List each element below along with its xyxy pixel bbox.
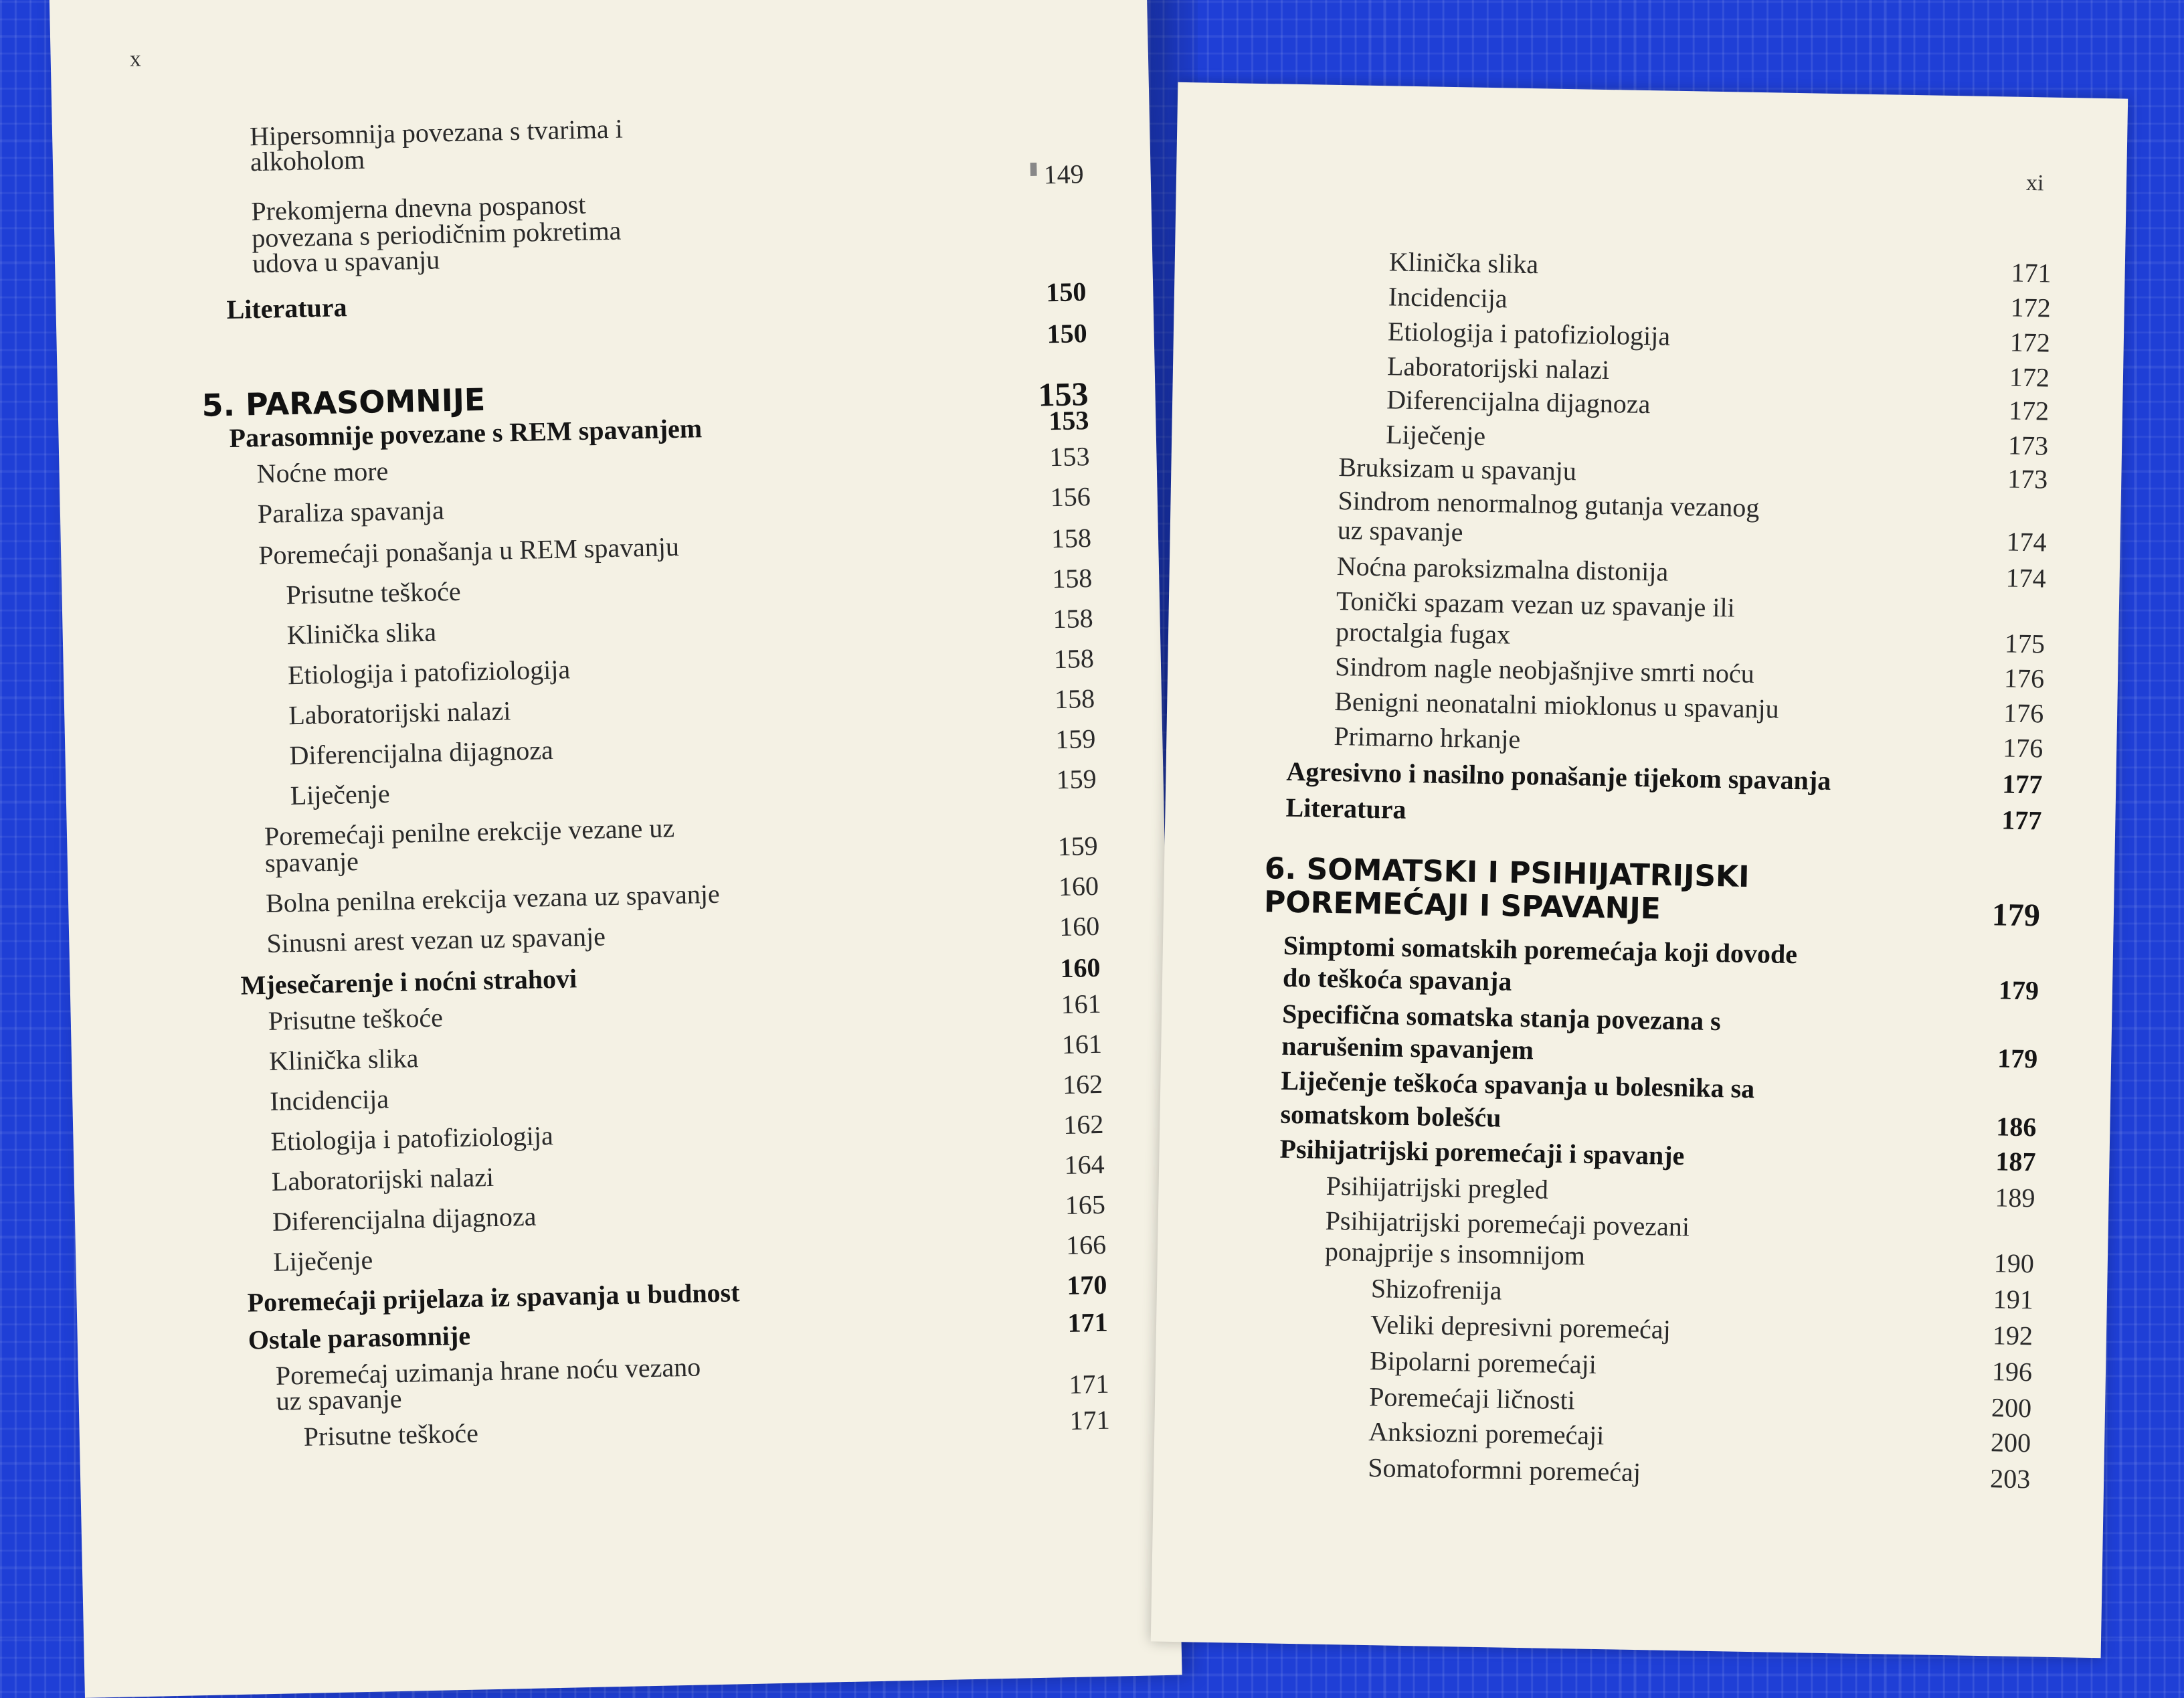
toc-entry-page: 150: [1046, 318, 1088, 349]
toc-entry-page: 203: [1989, 1463, 2031, 1495]
toc-entry-title: narušenim spavanjem: [1281, 1030, 1534, 1066]
toc-entry-title: Hipersomnija povezana s tvarima i: [249, 113, 624, 152]
toc-entry-title: Etiologija i patofiziologija: [1387, 316, 1671, 351]
toc-entry: [1367, 1452, 2031, 1495]
toc-entry: [1281, 1065, 2037, 1104]
toc-entry-page: 177: [2001, 768, 2043, 800]
toc-entry-page: 161: [1061, 1028, 1103, 1060]
page-number-left: x: [129, 46, 142, 72]
toc-entry-title: Veliki depresivni poremećaj: [1370, 1309, 1671, 1345]
toc-entry-title: spavanje: [264, 846, 359, 878]
toc-entry-title: Somatoformni poremećaj: [1367, 1452, 1641, 1488]
toc-entry-title: Liječenje: [1385, 419, 1486, 451]
toc-entry-title: Primarno hrkanje: [1334, 721, 1521, 754]
toc-entry-page: 160: [1058, 870, 1099, 902]
toc-entry-title: Anksiozni poremećaji: [1368, 1416, 1605, 1451]
toc-entry: [227, 318, 1088, 349]
toc-entry-page: 176: [2002, 732, 2043, 764]
toc-entry: [270, 1108, 1104, 1157]
toc-entry-page: 196: [1991, 1356, 2033, 1387]
toc-entry-title: Bruksizam u spavanju: [1338, 452, 1577, 487]
toc-entry-title: somatskom bolešću: [1280, 1098, 1502, 1133]
toc-entry-title: uz spavanje: [1337, 515, 1463, 547]
toc-entry-title: Prisutne teškoće: [286, 576, 462, 610]
toc-entry-title: Liječenje: [272, 1244, 373, 1277]
toc-entry-title: Laboratorijski nalazi: [1386, 351, 1610, 386]
toc-entry: [1386, 384, 2050, 426]
toc-entry: [1279, 1133, 2036, 1177]
toc-entry: [226, 276, 1087, 325]
toc-entry: [1281, 998, 2039, 1037]
toc-entry-page: 191: [1993, 1284, 2034, 1315]
toc-chapter-heading: [1264, 851, 2041, 894]
toc-entry-page: 171: [1069, 1368, 1109, 1399]
toc-entry: [1370, 1309, 2033, 1351]
toc-entry-page: 179: [1991, 897, 2041, 934]
toc-entry: [1285, 792, 2042, 836]
toc-entry-title: Parasomnije povezane s REM spavanjem: [229, 413, 703, 453]
toc-entry: [1368, 1381, 2032, 1424]
toc-entry-page: 200: [1991, 1392, 2032, 1424]
toc-entry-title: Ostale parasomnije: [248, 1320, 471, 1355]
toc-entry-title: Klinička slika: [286, 616, 437, 651]
toc-entry-title: Agresivno i nasilno ponašanje tijekom spavanja: [1286, 756, 1831, 796]
toc-entry: [303, 1404, 1111, 1452]
toc-entry-title: Klinička slika: [1388, 246, 1539, 280]
toc-entry-page: 162: [1062, 1068, 1103, 1100]
toc-entry-page: 149: [1043, 159, 1085, 190]
toc-entry-page: 174: [2006, 526, 2047, 558]
toc-entry-page: 165: [1065, 1189, 1106, 1221]
toc-entry: [1286, 756, 2043, 800]
toc-entry: [1385, 419, 2049, 461]
toc-entry-title: POREMEĆAJI I SPAVANJE: [1263, 885, 1661, 926]
toc-entry-page: 172: [2008, 395, 2050, 426]
toc-entry-title: Sindrom nenormalnog gutanja vezanog: [1338, 485, 1760, 523]
toc-entry: [265, 870, 1099, 918]
toc-entry-title: Diferencijalna dijagnoza: [1386, 384, 1651, 420]
toc-entry: [1369, 1345, 2033, 1387]
right-page: [1151, 82, 2128, 1658]
toc-entry-title: uz spavanje: [276, 1383, 402, 1416]
toc-entry: [1336, 586, 2045, 623]
toc-entry-page: 173: [2007, 463, 2048, 495]
toc-entry-title: Noćna paroksizmalna distonija: [1336, 551, 1669, 587]
toc-entry-title: Literatura: [226, 292, 347, 325]
toc-entry-page: 171: [1069, 1404, 1111, 1436]
toc-entry: [1338, 485, 2047, 523]
toc-entry-page: 159: [1055, 723, 1096, 755]
toc-entry-page: 159: [1056, 763, 1097, 795]
toc-entry: [1325, 1205, 2035, 1242]
toc-entry-title: proctalgia fugax: [1335, 616, 1511, 650]
margin-mark: ▮: [1028, 158, 1039, 178]
toc-entry-title: Poremećaji ponašanja u REM spavanju: [258, 531, 680, 571]
toc-entry: [1388, 281, 2052, 323]
toc-entry-page: 159: [1057, 830, 1099, 862]
toc-entry-title: Diferencijalna dijagnoza: [289, 734, 554, 771]
toc-entry-page: 200: [1990, 1427, 2031, 1458]
toc-entry-page: 160: [1060, 952, 1101, 984]
toc-entry: [1370, 1273, 2034, 1315]
toc-entry: [1283, 930, 2039, 970]
toc-entry-title: alkoholom: [250, 144, 365, 177]
toc-entry-title: 6. SOMATSKI I PSIHIJATRIJSKI: [1264, 851, 1750, 894]
toc-entry-page: 166: [1065, 1229, 1107, 1261]
toc-entry-page: 171: [2011, 257, 2052, 288]
toc-entry-page: 158: [1053, 602, 1093, 634]
toc-entry-page: 170: [1066, 1269, 1107, 1301]
toc-entry-page: 175: [2004, 628, 2045, 659]
toc-entry-page: 186: [1996, 1111, 2037, 1142]
toc-entry-page: 172: [2010, 292, 2052, 323]
toc-entry-title: Etiologija i patofiziologija: [287, 654, 571, 691]
left-page: [49, 0, 1182, 1698]
toc-entry-title: Mjesečarenje i noćni strahovi: [240, 963, 577, 1001]
toc-entry-title: Simptomi somatskih poremećaja koji dovode: [1283, 930, 1798, 970]
toc-chapter-heading: [201, 371, 1089, 424]
toc-entry-page: 153: [1048, 405, 1089, 436]
toc-entry-title: Prisutne teškoće: [268, 1002, 444, 1036]
toc-entry-title: Bipolarni poremećaji: [1369, 1345, 1597, 1379]
toc-entry-title: Bolna penilna erekcija vezana uz spavanje: [265, 878, 721, 918]
toc-entry-title: Sinusni arest vezan uz spavanje: [266, 921, 606, 958]
toc-entry-page: 161: [1061, 988, 1102, 1020]
toc-entry-title: Noćne more: [256, 456, 389, 489]
toc-entry-page: 160: [1059, 910, 1100, 942]
toc-entry-page: 190: [1993, 1248, 2035, 1279]
toc-entry-title: Paraliza spavanja: [257, 495, 445, 529]
toc-entry-title: Poremećaj uzimanja hrane noću vezano: [275, 1351, 701, 1391]
toc-entry-title: Prisutne teškoće: [303, 1418, 479, 1452]
toc-entry-title: Klinička slika: [268, 1043, 419, 1076]
toc-entry-page: 171: [1067, 1306, 1109, 1339]
toc-entry: [1338, 452, 2048, 495]
toc-entry: [1336, 551, 2047, 594]
toc-entry: [1368, 1416, 2031, 1458]
toc-entry-page: 177: [2001, 804, 2042, 836]
toc-entry-title: Etiologija i patofiziologija: [270, 1120, 554, 1157]
toc-entry-page: 172: [2009, 361, 2050, 393]
toc-entry-page: 156: [1050, 481, 1091, 513]
toc-entry-page: 158: [1054, 683, 1095, 715]
toc-entry-page: 162: [1063, 1108, 1104, 1140]
toc-entry-page: 150: [1045, 276, 1087, 308]
toc-entry-title: Shizofrenija: [1370, 1273, 1502, 1306]
toc-entry: [1326, 1170, 2035, 1213]
toc-entry: [1334, 651, 2045, 694]
toc-entry-page: 158: [1053, 643, 1095, 675]
toc-entry-title: Diferencijalna dijagnoza: [272, 1201, 537, 1237]
toc-entry-title: udova u spavanju: [252, 244, 440, 279]
toc-entry-page: 158: [1051, 523, 1092, 554]
toc-entry-title: Psihijatrijski poremećaji i spavanje: [1279, 1133, 1685, 1171]
toc-entry-title: Poremećaji penilne erekcije vezane uz: [264, 813, 675, 851]
toc-entry-page: 189: [1995, 1182, 2035, 1213]
toc-entry-title: povezana s periodičnim pokretima: [251, 215, 622, 254]
toc-entry-page: 153: [1049, 441, 1090, 473]
toc-entry-page: 153: [1037, 375, 1089, 414]
toc-entry-title: Benigni neonatalni mioklonus u spavanju: [1334, 686, 1779, 724]
toc-entry-page: 173: [2007, 430, 2049, 461]
toc-entry-title: Incidencija: [1388, 281, 1508, 314]
toc-entry-page: 164: [1064, 1149, 1105, 1181]
toc-entry-title: Literatura: [1285, 792, 1406, 825]
toc-entry-page: 176: [2003, 697, 2044, 729]
toc-entry-page: 158: [1051, 563, 1093, 594]
toc-entry-title: Prekomjerna dnevna pospanost: [251, 189, 586, 227]
toc-entry: [1386, 351, 2050, 393]
toc-entry-title: Sindrom nagle neobjašnjive smrti noću: [1334, 651, 1755, 689]
toc-entry-title: Liječenje teškoća spavanja u bolesnika sa: [1281, 1065, 1755, 1104]
toc-entry-title: 5. PARASOMNIJE: [201, 381, 486, 424]
toc-entry-title: Specifična somatska stanja povezana s: [1281, 998, 1722, 1037]
toc-entry-title: Poremećaji ličnosti: [1368, 1381, 1576, 1416]
toc-entry-title: do teškoća spavanja: [1282, 962, 1512, 997]
toc-entry-title: Liječenje: [290, 778, 391, 811]
toc-entry-title: Tonički spazam vezan uz spavanje ili: [1336, 586, 1736, 623]
toc-entry-page: 176: [2003, 663, 2045, 694]
page-number-right: xi: [2025, 170, 2044, 196]
toc-entry-title: Poremećaji prijelaza iz spavanja u budnost: [247, 1277, 740, 1318]
toc-entry: [1388, 246, 2052, 288]
toc-entry-page: 187: [1995, 1146, 2036, 1177]
toc-entry-title: Incidencija: [269, 1084, 389, 1116]
toc-entry-page: 172: [2009, 327, 2051, 358]
toc-entry: [249, 104, 1083, 152]
toc-entry-title: Psihijatrijski pregled: [1326, 1170, 1549, 1205]
toc-entry-page: 179: [1998, 974, 2039, 1006]
toc-entry-page: 174: [2005, 562, 2047, 594]
toc-entry-title: ponajprije s insomnijom: [1324, 1236, 1586, 1271]
toc-entry: [247, 1269, 1107, 1318]
toc-entry-title: Laboratorijski nalazi: [271, 1161, 494, 1197]
toc-entry: [1387, 316, 2051, 358]
toc-entry-title: Psihijatrijski poremećaji povezani: [1325, 1205, 1690, 1242]
toc-entry-page: 192: [1992, 1320, 2033, 1351]
toc-entry-title: Laboratorijski nalazi: [288, 695, 511, 731]
toc-entry-page: 179: [1997, 1043, 2038, 1074]
